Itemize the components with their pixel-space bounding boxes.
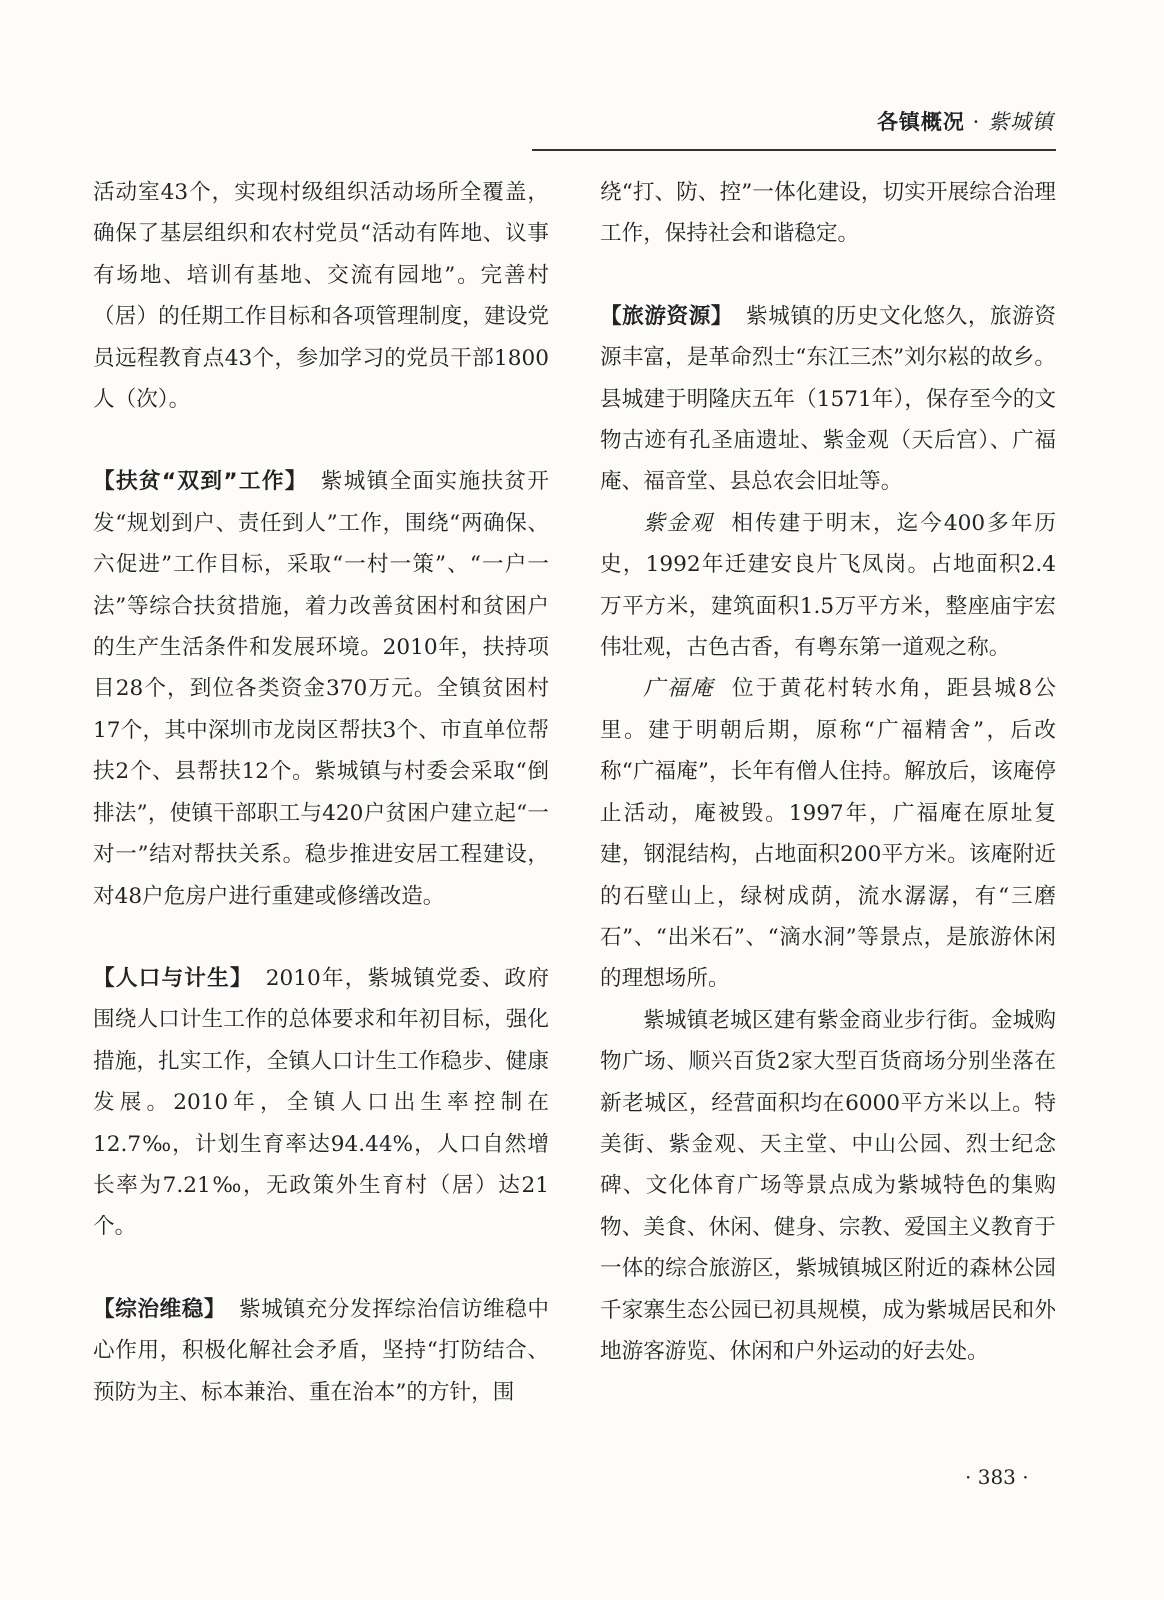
section-heading-stability: 【综治维稳】 — [93, 1296, 227, 1322]
section-population — [93, 958, 549, 1248]
header-subsection: 紫城镇 — [988, 110, 1054, 134]
section-stability — [93, 1289, 549, 1413]
section-body-tourism: 紫城镇的历史文化悠久，旅游资源丰富，是革命烈士“东江三杰”刘尔崧的故乡。县城建于明隆庆五年（1571年），保存至今的文物古迹有孔圣庙遗址、紫金观（天后宫）、广福庵、福音堂、县总农会旧址等。 — [600, 303, 1056, 495]
section-poverty — [93, 461, 549, 916]
header-separator: · — [972, 110, 981, 134]
paragraph-zijinguan — [600, 503, 1056, 669]
header-rule — [532, 149, 1056, 151]
section-body-stability: 紫城镇充分发挥综治信访维稳中心作用，积极化解社会矛盾，坚持“打防结合、预防为主、标本兼治、重在治本”的方针，围 — [93, 1296, 549, 1405]
section-tourism — [600, 296, 1056, 503]
paragraph-org-activity: 活动室43个，实现村级组织活动场所全覆盖，确保了基层组织和农村党员“活动有阵地、议事有场地、培训有基地、交流有园地”。完善村（居）的任期工作目标和各项管理制度，建设党员远程教育点43个，参加学习的党员干部1800人（次）。 — [93, 180, 549, 413]
page-number: · 383 · — [965, 1465, 1029, 1489]
paragraph-old-town: 紫城镇老城区建有紫金商业步行街。金城购物广场、顺兴百货2家大型百货商场分别坐落在新老城区，经营面积均在6000平方米以上。特美街、紫金观、天主堂、中山公园、烈士纪念碑、文化体育广场等景点成为紫城特色的集购物、美食、休闲、健身、宗教、爱国主义教育于一体的综合旅游区，紫城镇城区附近的森林公园千家寨生态公园已初具规模，成为紫城居民和外地游客游览、休闲和户外运动的好去处。 — [600, 1007, 1056, 1364]
left-column — [93, 172, 549, 1413]
paragraph-guangfuan — [600, 668, 1056, 999]
item-label-guangfuan: 广福庵 — [643, 676, 715, 702]
right-column — [600, 172, 1056, 1372]
section-heading-tourism: 【旅游资源】 — [600, 303, 734, 329]
section-heading-poverty: 【扶贫“双到”工作】 — [93, 469, 308, 495]
running-header — [877, 106, 1054, 136]
item-body-guangfuan: 位于黄花村转水角，距县城8公里。建于明朝后期，原称“广福精舍”，后改称“广福庵”，长年有僧人住持。解放后，该庵停止活动，庵被毁。1997年，广福庵在原址复建，钢混结构，占地面积200平方米。该庵附近的石壁山上，绿树成荫，流水潺潺，有“三磨石”、“出米石”、“滴水洞”等景点，是旅游休闲的理想场所。 — [600, 676, 1056, 992]
section-heading-population: 【人口与计生】 — [93, 965, 253, 991]
header-section: 各镇概况 — [876, 110, 965, 134]
item-label-zijinguan: 紫金观 — [643, 510, 715, 536]
section-body-poverty: 紫城镇全面实施扶贫开发“规划到户、责任到人”工作，围绕“两确保、六促进”工作目标，采取“一村一策”、“一户一法”等综合扶贫措施，着力改善贫困村和贫困户的生产生活条件和发展环境。2010年，扶持项目28个，到位各类资金370万元。全镇贫困村17个，其中深圳市龙岗区帮扶3个、市直单位帮扶2个、县帮扶12个。紫城镇与村委会采取“倒排法”，使镇干部职工与420户贫困户建立起“一对一”结对帮扶关系。稳步推进安居工程建设，对48户危房户进行重建或修缮改造。 — [93, 469, 549, 909]
paragraph-stability-cont: 绕“打、防、控”一体化建设，切实开展综合治理工作，保持社会和谐稳定。 — [600, 180, 1056, 247]
item-body-zijinguan: 相传建于明末，迄今400多年历史，1992年迁建安良片飞凤岗。占地面积2.4万平方米，建筑面积1.5万平方米，整座庙宇宏伟壮观，古色古香，有粤东第一道观之称。 — [600, 510, 1056, 661]
section-body-population: 2010年，紫城镇党委、政府围绕人口计生工作的总体要求和年初目标，强化措施，扎实工作，全镇人口计生工作稳步、健康发展。2010年，全镇人口出生率控制在12.7‰，计划生育率达94.44%，人口自然增长率为7.21‰，无政策外生育村（居）达21个。 — [93, 965, 549, 1240]
